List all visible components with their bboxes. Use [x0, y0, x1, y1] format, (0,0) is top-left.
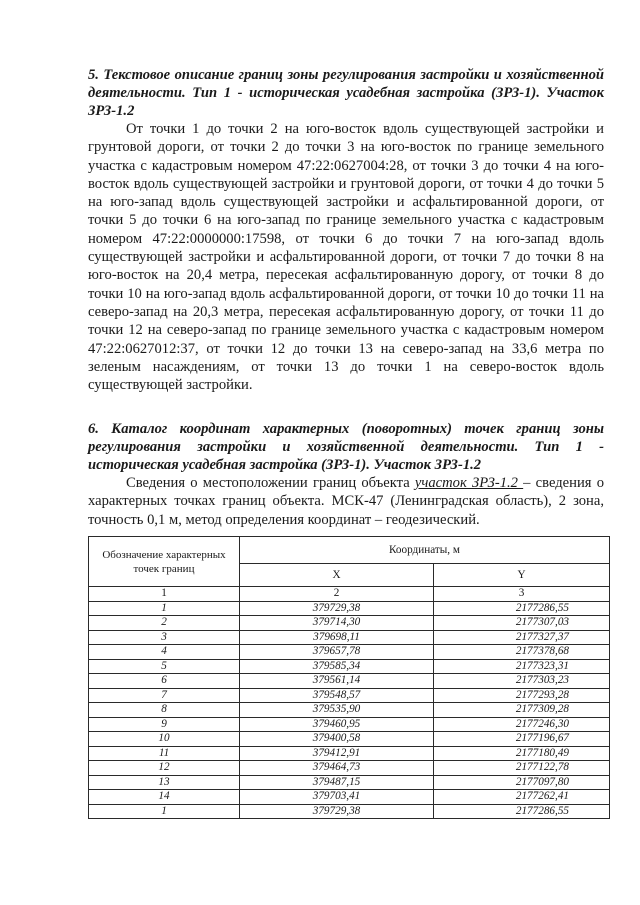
x-coordinate-cell: 379548,57	[240, 688, 434, 703]
point-number-cell: 5	[89, 659, 240, 674]
point-number-cell: 14	[89, 790, 240, 805]
table-row	[89, 659, 610, 674]
table-row	[89, 804, 610, 819]
section-5-text: От точки 1 до точки 2 на юго-восток вдоль существующей застройки и грунтовой дороги, от точки 2 до точки 3 на юго-восток по границе земельного участка с кадастровым номером 47:22:0627004:28, от точки 3 до точки 4 на юго-восток вдоль существующей застройки и грунтовой дороги, от точки 4 до точки 5 на юго-запад вдоль существующей застройки и асфальтированной дороги, от точки 5 до точки 6 на юго-запад по границе земельного участка с кадастровым номером 47:22:0000000:17598, от точки 6 до точки 7 на юго-запад вдоль существующей застройки и асфальтированной дороги, от точки 7 до точки 8 на юго-восток на 20,4 метра, пересекая асфальтированную дорогу, от точки 8 до точки 10 на юго-запад вдоль асфальтированной дороги, от точки 10 до точки 11 на северо-запад на 20,3 метра, пересекая асфальтированную дорогу, от точки 11 до точки 12 на северо-запад по границе земельного участка с кадастровым номером 47:22:0627012:37, от точки 12 до точки 13 на северо-запад на 33,6 метра по зеленым насаждениям, от точки 13 до точки 1 на северо-восток вдоль существующей застройки.	[88, 121, 604, 394]
x-coordinate-cell: 379561,14	[240, 674, 434, 689]
section-6-heading: 6. Каталог координат характерных (поворотных) точек границ зоны регулирования застройки и хозяйственной деятельности. Тип 1 - историческая усадебная застройка (ЗРЗ-1). Участок ЗРЗ-1.2	[88, 421, 604, 473]
point-number-cell: 7	[89, 688, 240, 703]
y-coordinate-cell: 2177180,49	[434, 746, 610, 761]
section-6-text-start: Сведения о местоположении границ объекта	[126, 475, 415, 491]
col-header-y: Y	[434, 564, 610, 587]
point-number-cell: 12	[89, 761, 240, 776]
y-coordinate-cell: 2177303,23	[434, 674, 610, 689]
table-row	[89, 717, 610, 732]
x-coordinate-cell: 379460,95	[240, 717, 434, 732]
section-6-text-end: – сведения о характерных точках границ объекта. МСК-47 (Ленинградская область), 2 зона, точность 0,1 м, метод определения координат – геодезический.	[88, 475, 604, 528]
point-number-cell: 10	[89, 732, 240, 747]
table-row	[89, 601, 610, 616]
col-header-x: X	[240, 564, 434, 587]
x-coordinate-cell: 379487,15	[240, 775, 434, 790]
coordinates-table-body	[89, 601, 610, 819]
table-row	[89, 790, 610, 805]
table-row	[89, 775, 610, 790]
y-coordinate-cell: 2177196,67	[434, 732, 610, 747]
y-coordinate-cell: 2177309,28	[434, 703, 610, 718]
x-coordinate-cell: 379400,58	[240, 732, 434, 747]
x-coordinate-cell: 379412,91	[240, 746, 434, 761]
y-coordinate-cell: 2177378,68	[434, 645, 610, 660]
table-row	[89, 674, 610, 689]
point-number-cell: 8	[89, 703, 240, 718]
x-coordinate-cell: 379729,38	[240, 601, 434, 616]
y-coordinate-cell: 2177307,03	[434, 616, 610, 631]
point-number-cell: 1	[89, 804, 240, 819]
y-coordinate-cell: 2177286,55	[434, 601, 610, 616]
y-coordinate-cell: 2177327,37	[434, 630, 610, 645]
point-number-cell: 11	[89, 746, 240, 761]
y-coordinate-cell: 2177262,41	[434, 790, 610, 805]
x-coordinate-cell: 379585,34	[240, 659, 434, 674]
table-row	[89, 616, 610, 631]
point-number-cell: 13	[89, 775, 240, 790]
table-row	[89, 761, 610, 776]
y-coordinate-cell: 2177246,30	[434, 717, 610, 732]
x-coordinate-cell: 379535,90	[240, 703, 434, 718]
table-row	[89, 645, 610, 660]
column-number: 1	[89, 587, 240, 602]
col-header-coordinates: Координаты, м	[240, 537, 610, 564]
point-number-cell: 1	[89, 601, 240, 616]
point-number-cell: 2	[89, 616, 240, 631]
table-row	[89, 703, 610, 718]
object-name: участок ЗРЗ-1.2	[414, 475, 524, 491]
point-number-cell: 9	[89, 717, 240, 732]
coordinates-table	[88, 536, 610, 819]
point-number-cell: 3	[89, 630, 240, 645]
y-coordinate-cell: 2177286,55	[434, 804, 610, 819]
col-header-point-name: Обозначение характерных точек границ	[89, 537, 240, 587]
y-coordinate-cell: 2177323,31	[434, 659, 610, 674]
y-coordinate-cell: 2177293,28	[434, 688, 610, 703]
y-coordinate-cell: 2177097,80	[434, 775, 610, 790]
section-5-heading: 5. Текстовое описание границ зоны регулирования застройки и хозяйственной деятельности. Тип 1 - историческая усадебная застройка (ЗРЗ-1). Участок ЗРЗ-1.2	[88, 67, 604, 119]
table-row	[89, 732, 610, 747]
x-coordinate-cell: 379703,41	[240, 790, 434, 805]
column-number: 3	[434, 587, 610, 602]
x-coordinate-cell: 379698,11	[240, 630, 434, 645]
point-number-cell: 6	[89, 674, 240, 689]
x-coordinate-cell: 379714,30	[240, 616, 434, 631]
table-row	[89, 630, 610, 645]
column-number: 2	[240, 587, 434, 602]
x-coordinate-cell: 379657,78	[240, 645, 434, 660]
y-coordinate-cell: 2177122,78	[434, 761, 610, 776]
point-number-cell: 4	[89, 645, 240, 660]
x-coordinate-cell: 379464,73	[240, 761, 434, 776]
table-row	[89, 746, 610, 761]
x-coordinate-cell: 379729,38	[240, 804, 434, 819]
table-row	[89, 688, 610, 703]
column-number-row	[89, 587, 610, 602]
section-6-text	[88, 474, 604, 529]
